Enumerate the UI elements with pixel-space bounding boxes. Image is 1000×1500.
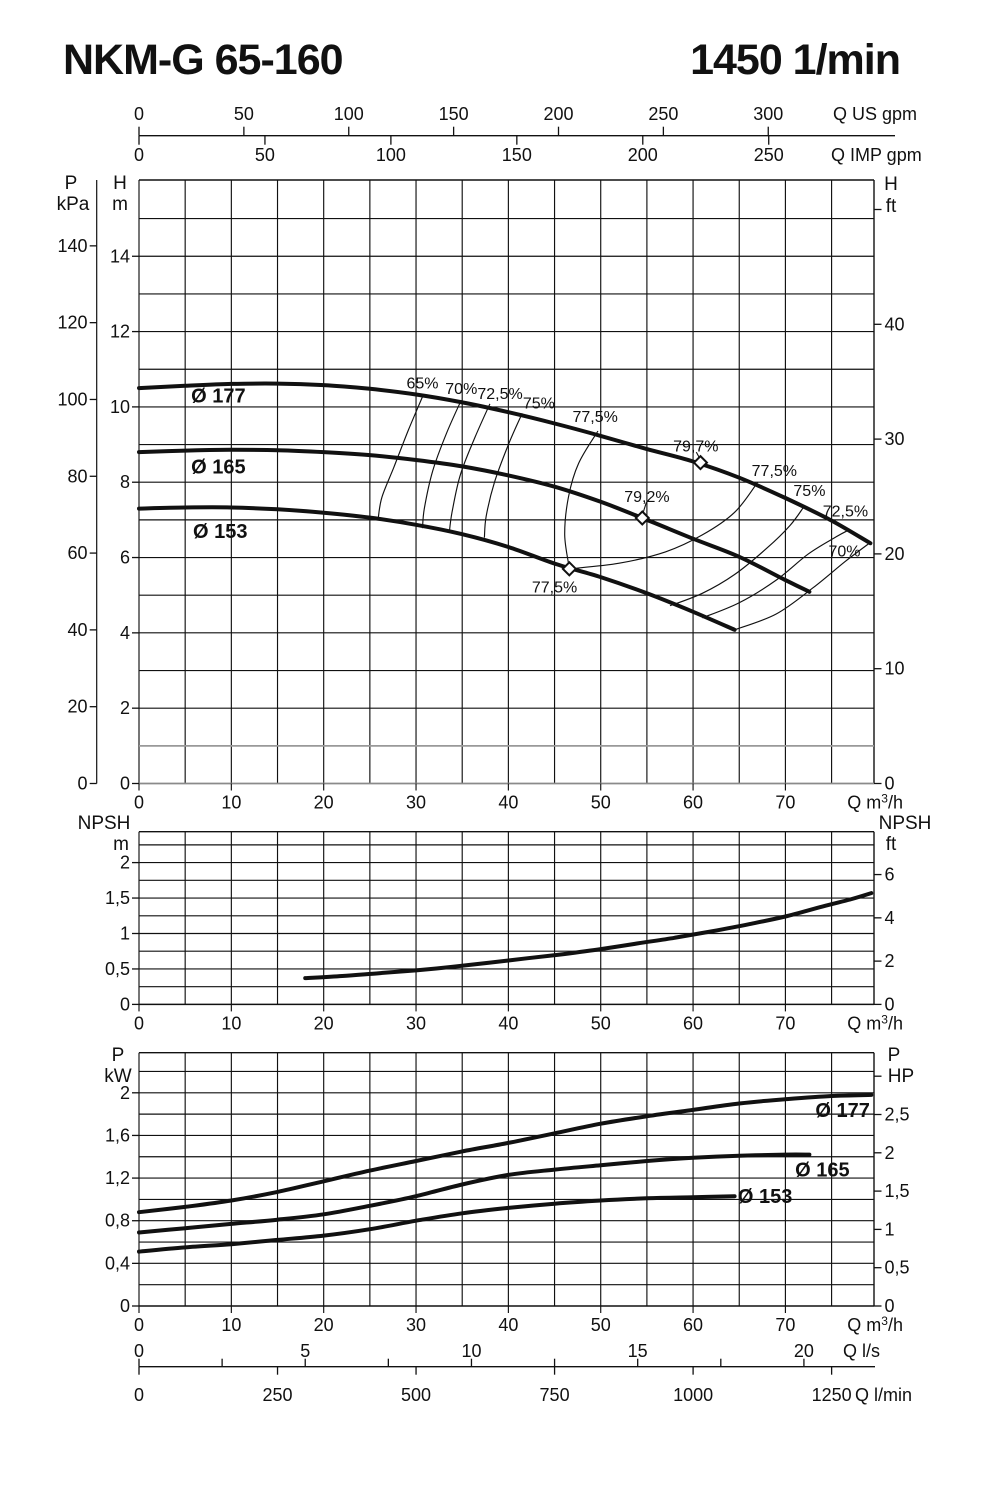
left-tick-label: 2: [119, 1082, 130, 1103]
left-tick-label: 1: [119, 923, 130, 944]
efficiency-label-72-5: 72,5%: [822, 503, 869, 521]
left-tick-label: 0,5: [104, 958, 130, 979]
us-gpm-tick-label: 250: [648, 104, 679, 124]
kpa-tick-label: 60: [67, 543, 88, 564]
x-tick-label: 60: [683, 792, 704, 813]
left-tick-label: 0,4: [104, 1253, 130, 1274]
kpa-axis-title: P: [64, 173, 78, 194]
ls-tick-label: 0: [133, 1341, 145, 1361]
right-tick-label: 0: [884, 773, 895, 794]
x-axis-unit: Q $m^3/h$: [847, 791, 903, 813]
left-tick-label: 2: [119, 852, 130, 873]
us-gpm-tick-label: 100: [333, 104, 364, 124]
left-axis-title: H: [113, 173, 127, 194]
efficiency-label-75: 75%: [793, 483, 826, 501]
right-tick-label: 0,5: [884, 1257, 910, 1278]
x-tick-label: 30: [406, 1315, 427, 1335]
x-axis-unit: Q $m^3/h$: [847, 1012, 903, 1034]
bottom-flow-axis: [134, 1341, 912, 1405]
us-gpm-unit: Q US gpm: [833, 104, 918, 124]
lmin-tick-label: 1000: [673, 1385, 714, 1405]
kpa-tick-label: 20: [67, 696, 88, 717]
ls-unit: Q l/s: [843, 1341, 881, 1361]
x-tick-label: 10: [221, 1013, 242, 1034]
right-tick-label: 0: [884, 1296, 895, 1316]
imp-gpm-tick-label: 50: [254, 145, 275, 165]
efficiency-label-75: 75%: [522, 395, 555, 413]
right-tick-label: 4: [884, 907, 895, 928]
left-tick-label: 1,5: [104, 888, 130, 909]
x-tick-label: 20: [313, 792, 334, 813]
imp-gpm-tick-label: 100: [375, 145, 406, 165]
efficiency-label-77-5: 77,5%: [751, 463, 798, 481]
ls-tick-label: 20: [793, 1341, 814, 1361]
left-tick-label: 10: [109, 396, 130, 417]
x-tick-label: 30: [406, 1013, 427, 1034]
left-axis-title: m: [112, 194, 128, 215]
us-gpm-tick-label: 200: [543, 104, 574, 124]
imp-gpm-tick-label: 250: [753, 145, 784, 165]
series-label-165: Ø 165: [795, 1159, 850, 1182]
efficiency-label-79-2: 79,2%: [624, 489, 670, 507]
x-axis-unit: Q $m^3/h$: [847, 1314, 903, 1335]
left-tick-label: 0: [119, 994, 130, 1015]
left-axis-title: P: [111, 1045, 125, 1066]
efficiency-label-70: 70%: [828, 543, 861, 561]
right-tick-label: 2: [884, 1142, 895, 1163]
efficiency-label-70: 70%: [445, 380, 478, 398]
efficiency-label-72-5: 72,5%: [477, 385, 523, 403]
right-axis-title: P: [887, 1045, 901, 1066]
kpa-tick-label: 120: [57, 312, 88, 333]
pump-speed-label: 1450 1/min: [690, 36, 900, 84]
right-axis-title: NPSH: [878, 813, 932, 834]
x-tick-label: 70: [775, 1013, 796, 1034]
left-tick-label: 8: [119, 472, 130, 493]
left-tick-label: 0: [119, 773, 130, 794]
kpa-tick-label: 100: [57, 389, 88, 410]
series-label-153: Ø 153: [737, 1186, 793, 1209]
kpa-tick-label: 0: [77, 773, 88, 794]
series-label-177: Ø 177: [815, 1099, 870, 1122]
efficiency-label-77-5: 77,5%: [572, 409, 618, 427]
kpa-tick-label: 140: [57, 235, 88, 256]
imp-gpm-tick-label: 0: [133, 145, 145, 165]
x-tick-label: 20: [313, 1315, 334, 1335]
right-axis-title: ft: [885, 196, 897, 217]
series-label-153: Ø 153: [193, 521, 248, 544]
us-gpm-tick-label: 0: [133, 104, 145, 124]
ls-tick-label: 15: [627, 1341, 648, 1361]
left-tick-label: 14: [109, 246, 130, 267]
lmin-unit: Q l/min: [855, 1385, 913, 1405]
right-tick-label: 20: [884, 543, 905, 564]
x-tick-label: 0: [133, 792, 145, 813]
x-tick-label: 40: [498, 792, 519, 813]
left-tick-label: 0: [119, 1296, 130, 1316]
kpa-tick-label: 80: [67, 466, 88, 487]
right-tick-label: 2: [884, 951, 895, 972]
x-tick-label: 10: [221, 792, 242, 813]
left-axis-title: NPSH: [77, 813, 131, 834]
curve-npsh: [305, 893, 871, 978]
imp-gpm-unit: Q IMP gpm: [831, 145, 922, 165]
x-tick-label: 40: [498, 1315, 519, 1335]
right-axis-title: ft: [885, 834, 897, 855]
x-tick-label: 70: [775, 792, 796, 813]
x-tick-label: 0: [133, 1013, 145, 1034]
right-tick-label: 1: [884, 1219, 895, 1240]
head-chart: [57, 173, 905, 813]
x-tick-label: 50: [590, 1315, 611, 1335]
x-tick-label: 60: [683, 1013, 704, 1034]
left-tick-label: 0,8: [104, 1210, 130, 1231]
right-tick-label: 30: [884, 429, 905, 450]
right-tick-label: 1,5: [884, 1181, 910, 1202]
lmin-tick-label: 750: [539, 1385, 570, 1405]
left-tick-label: 2: [119, 698, 130, 719]
x-tick-label: 50: [590, 1013, 611, 1034]
x-tick-label: 10: [221, 1315, 242, 1335]
efficiency-label-77-5: 77,5%: [531, 579, 578, 597]
right-tick-label: 2,5: [884, 1104, 910, 1125]
series-label-165: Ø 165: [191, 456, 246, 479]
left-tick-label: 1,2: [104, 1168, 130, 1189]
left-axis-title: kW: [104, 1066, 132, 1087]
right-tick-label: 40: [884, 314, 905, 335]
right-tick-label: 10: [884, 658, 905, 679]
kpa-tick-label: 40: [67, 619, 88, 640]
lmin-tick-label: 1250: [811, 1385, 852, 1405]
us-gpm-tick-label: 300: [753, 104, 784, 124]
left-axis-title: m: [113, 834, 129, 855]
left-tick-label: 6: [119, 547, 130, 568]
us-gpm-tick-label: 50: [233, 104, 254, 124]
x-tick-label: 30: [406, 792, 427, 813]
ls-tick-label: 10: [461, 1341, 482, 1361]
right-axis-title: H: [884, 174, 898, 195]
npsh-chart: [78, 813, 932, 1033]
left-tick-label: 4: [119, 622, 130, 643]
bep-marker-77-5: [563, 562, 576, 575]
series-label-177: Ø 177: [191, 385, 246, 408]
x-tick-label: 60: [683, 1315, 704, 1335]
right-axis-title: HP: [887, 1066, 915, 1087]
x-tick-label: 50: [590, 792, 611, 813]
ls-tick-label: 5: [300, 1341, 311, 1361]
page-title: NKM-G 65-160: [63, 36, 343, 84]
x-tick-label: 0: [133, 1315, 145, 1335]
us-gpm-tick-label: 150: [438, 104, 469, 124]
kpa-axis-title: kPa: [56, 194, 90, 215]
left-tick-label: 12: [109, 321, 130, 342]
imp-gpm-tick-label: 200: [627, 145, 658, 165]
right-tick-label: 6: [884, 864, 895, 885]
left-tick-label: 1,6: [104, 1125, 130, 1146]
efficiency-label-79-7: 79,7%: [673, 438, 719, 456]
lmin-tick-label: 250: [262, 1385, 293, 1405]
top-flow-axis: [134, 104, 922, 165]
x-tick-label: 20: [313, 1013, 334, 1034]
imp-gpm-tick-label: 150: [501, 145, 532, 165]
efficiency-label-65: 65%: [406, 375, 439, 393]
power-chart: [104, 1045, 914, 1335]
lmin-tick-label: 500: [401, 1385, 432, 1405]
x-tick-label: 40: [498, 1013, 519, 1034]
lmin-tick-label: 0: [133, 1385, 145, 1405]
x-tick-label: 70: [775, 1315, 796, 1335]
right-tick-label: 0: [884, 994, 895, 1015]
